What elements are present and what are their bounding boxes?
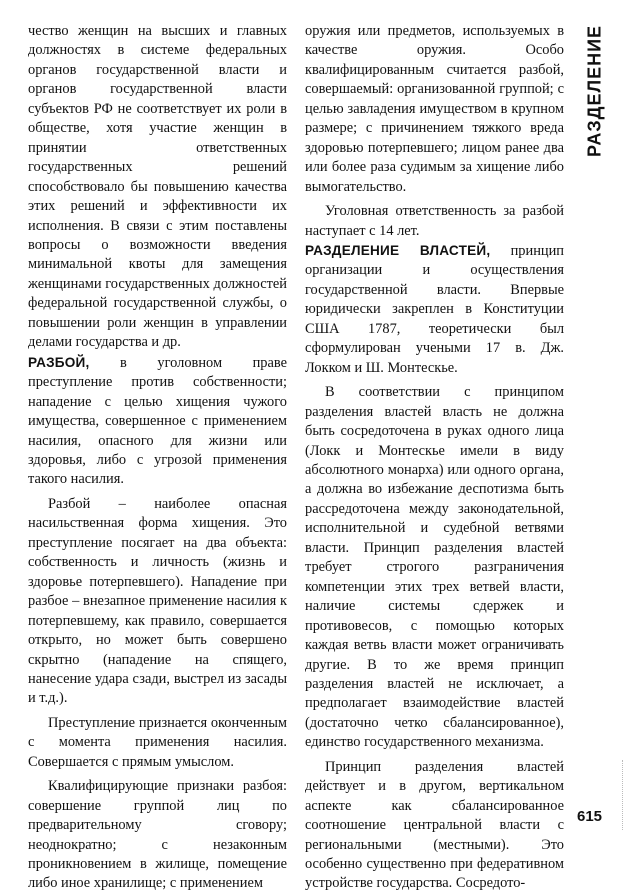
running-header [578,26,612,156]
paragraph: Уголовная ответственность за разбой наступает с 14 лет. [305,203,564,239]
left-column [28,22,287,892]
paragraph: Разбой – наиболее опасная насильственная форма хищения. Это преступление посягает на два объекта: собственность и личность (жизнь и здоровье потерпевшего). Нападение при разбое – внезапное применение насилия к потерпевшему, как правило, совершается открыто, но может быть совершено скрытно (нападение на спящего, нанесение удара сзади, выстрел из засады и т.д.). [28,495,287,707]
paragraph: В соответствии с принципом разделения властей власть не должна быть сосредоточена в руках одного лица (Локк и Монтескье имели в виду абсолютного монарха) или одного органа, а должна во избежание деспотизма быть рассредоточена между законодательной, исполнительной и судебной ветвями власти. Принцип разделения властей требует строгого разграничения компетенции этих трех ветвей власти, наличие системы сдержек и противовесов, с помощью которых каждая ветвь власти может ограничивать другие. В то же время принцип разделения властей не исключает, а предполагает взаимодействие властей (достаточно четко сбалансированное), единство государственного механизма. [305,384,564,751]
paragraph: Квалифицирующие признаки разбоя: совершение группой лиц по предварительному сговору; неоднократно; с незаконным проникновением в жилище, помещение либо иное хранилище; с применением [28,778,287,892]
entry-razboy [28,353,287,490]
paragraph: чество женщин на высших и главных должностях в системе федеральных органов государственной власти и органов государственной власти субъектов РФ не соответствует их роли в обществе, хотя участие женщин в принятии ответственных государственных решений способствовало бы повышению качества этих решений и эффективности их исполнения. В связи с этим поставлены вопросы о возможности введения минимальной квоты для замещения женщинами государственных должностей федеральной государственной службы, о повышении роли женщин в управлении делами государства и др. [28,23,287,351]
page-number: 615 [577,808,603,825]
entry-definition: принцип организации и осуществления государственной власти. Впервые юридически закреплен в Конституции США 1787, теоретически был сформулирован учеными 17 в. Дж. Локком и Ш. Монтескье. [305,242,564,376]
entry-term: РАЗДЕЛЕНИЕ ВЛАСТЕЙ, [305,242,491,258]
paragraph: оружия или предметов, используемых в качестве оружия. Особо квалифицированным считается разбой, совершаемый: организованной группой; с целью завладения имуществом в крупном размере; с причинением тяжкого вреда здоровью потерпевшего; лицом ранее два или более раза судимым за хищение либо вымогательство. [305,23,564,195]
entry-razdelenie-vlastey [305,241,564,378]
right-column [305,22,564,892]
paragraph: Принцип разделения властей действует и в другом, вертикальном аспекте как сбалансированное соотношение центральной власти с региональными (местными). Это особенно существенно при федеративном устройстве государства. Сосредото- [305,758,564,892]
margin-dots [622,760,627,830]
entry-term: РАЗБОЙ, [28,354,90,370]
entry-definition: в уголовном праве преступление против собственности; нападение с целью хищения чужого имущества, совершенное с применением насилия, опасного для жизни или здоровья, либо с угрозой применения такого насилия. [28,354,287,488]
running-header-text: РАЗДЕЛЕНИЕ [584,24,605,158]
paragraph: Преступление признается оконченным с момента применения насилия. Совершается с прямым умыслом. [28,714,287,770]
